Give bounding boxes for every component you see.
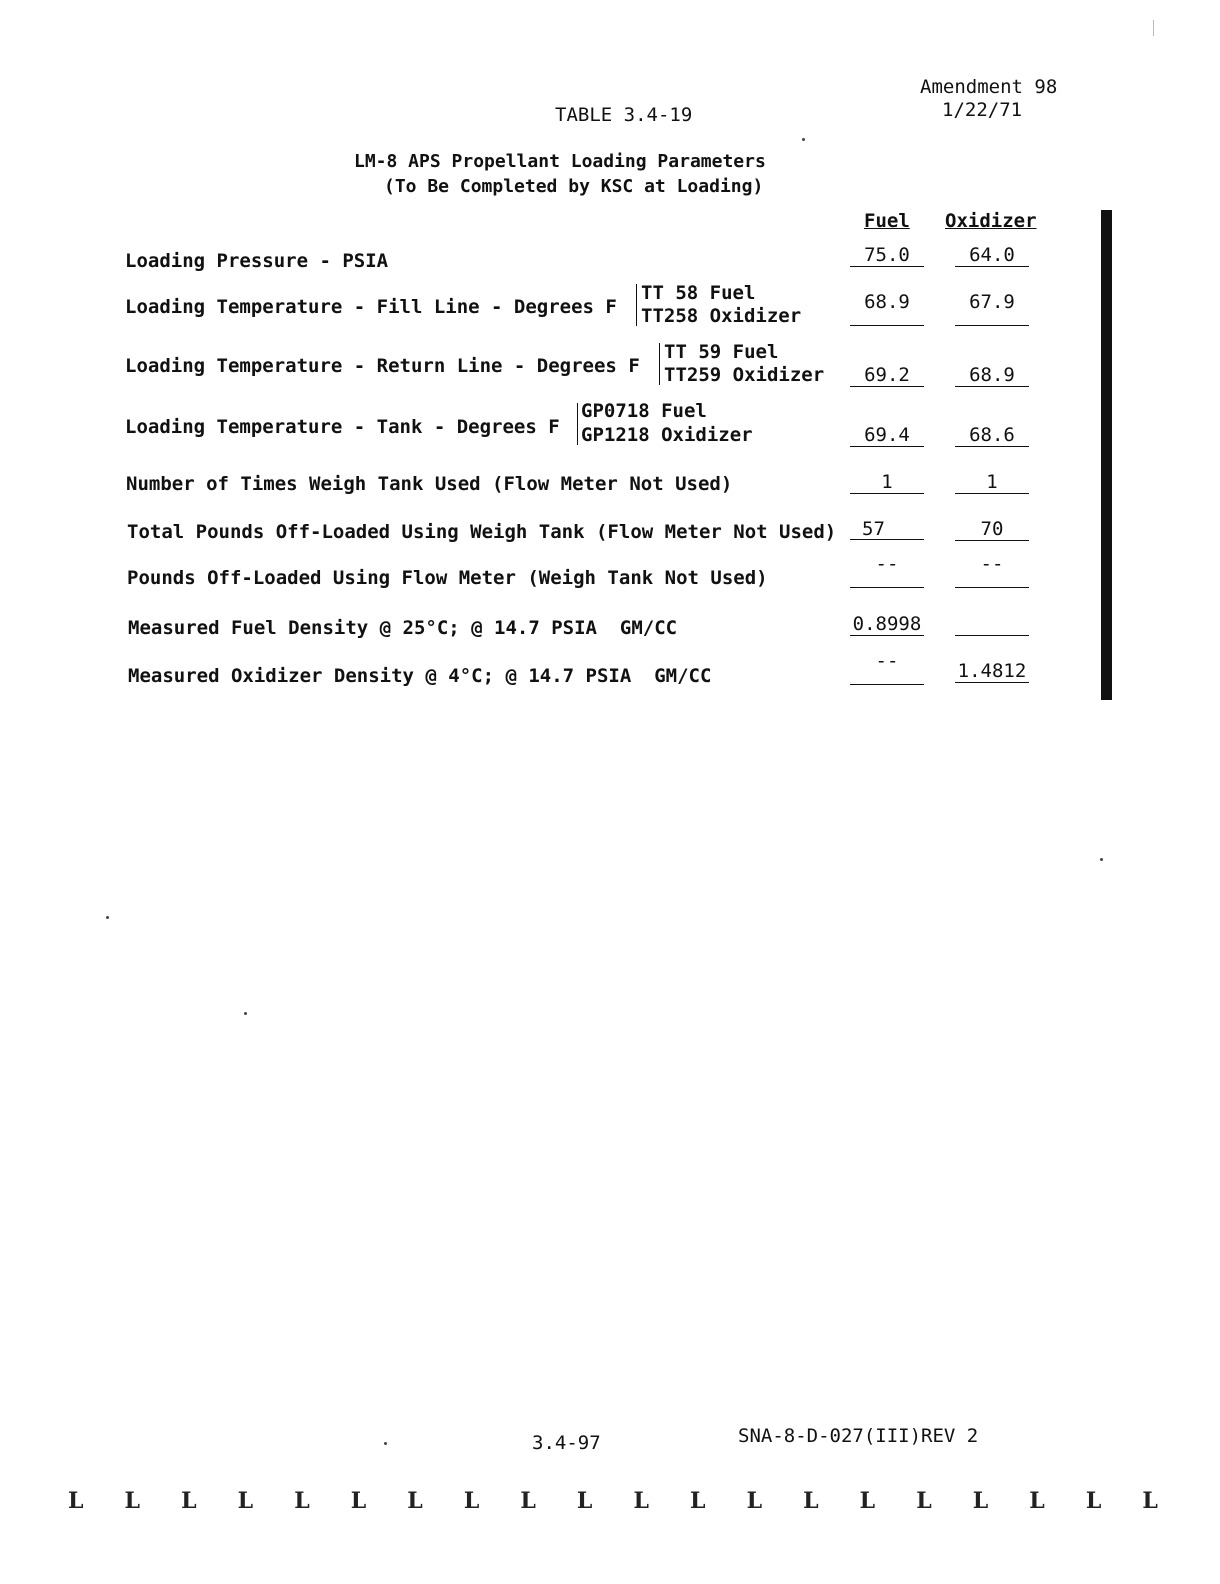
binding-mark: L [407, 1488, 423, 1514]
table-number: TABLE 3.4-19 [555, 104, 693, 126]
binding-mark: L [124, 1488, 141, 1514]
binding-mark: L [690, 1488, 706, 1514]
fuel-value-loading-pressure: 75.0 [850, 244, 924, 267]
binding-marks-row [68, 1486, 1158, 1516]
binding-mark: L [859, 1488, 876, 1514]
fuel-value-flow-meter-offloaded: -- [850, 553, 924, 588]
bracket [636, 284, 637, 326]
oxidizer-value-loading-pressure: 64.0 [955, 244, 1029, 267]
bracket [659, 343, 660, 385]
binding-mark: L [1085, 1488, 1102, 1514]
scan-speck [384, 1442, 387, 1445]
oxidizer-value-return-line-temp: 68.9 [955, 364, 1029, 387]
binding-mark: L [576, 1488, 593, 1514]
binding-mark: L [520, 1488, 536, 1514]
sensor-label-oxidizer: GP1218 Oxidizer [581, 424, 753, 446]
fuel-value-fill-line-temp: 68.9 [850, 291, 924, 326]
oxidizer-value-fuel-density [955, 613, 1029, 636]
amendment-label: Amendment 98 [920, 76, 1058, 98]
oxidizer-value-total-pounds-offloaded: 70 [955, 518, 1029, 541]
binding-mark: L [746, 1488, 763, 1514]
row-label-flow-meter-offloaded: Pounds Off-Loaded Using Flow Meter (Weigh Tank Not Used) [127, 567, 768, 589]
oxidizer-value-tank-temp: 68.6 [955, 424, 1029, 447]
fuel-value-oxidizer-density: -- [850, 650, 924, 685]
sensor-label-fuel: TT 59 Fuel [664, 341, 779, 363]
oxidizer-value-fill-line-temp: 67.9 [955, 291, 1029, 326]
fuel-value-tank-temp: 69.4 [850, 424, 924, 447]
binding-mark: L [350, 1488, 367, 1514]
binding-mark: L [1029, 1488, 1045, 1514]
sensor-label-fuel: TT 58 Fuel [641, 282, 756, 304]
binding-mark: L [68, 1488, 84, 1514]
binding-mark: L [972, 1488, 989, 1514]
binding-mark: L [1142, 1488, 1158, 1514]
row-label-total-pounds-offloaded: Total Pounds Off-Loaded Using Weigh Tank (Flow Meter Not Used) [127, 521, 837, 543]
row-label-weigh-tank-uses: Number of Times Weigh Tank Used (Flow Meter Not Used) [126, 473, 733, 495]
table-subtitle: (To Be Completed by KSC at Loading) [384, 176, 764, 197]
sensor-label-fuel: GP0718 Fuel [581, 400, 707, 422]
binding-mark: L [237, 1488, 254, 1514]
binding-mark: L [181, 1488, 197, 1514]
document-id: SNA-8-D-027(III)REV 2 [738, 1425, 979, 1447]
fuel-value-total-pounds-offloaded: 57 [850, 518, 924, 540]
row-label-fill-line-temp: Loading Temperature - Fill Line - Degrees F [125, 296, 617, 318]
amendment-date: 1/22/71 [942, 99, 1023, 121]
fuel-value-weigh-tank-uses: 1 [850, 471, 924, 494]
scan-mark [1153, 20, 1154, 36]
oxidizer-value-weigh-tank-uses: 1 [955, 471, 1029, 494]
row-label-oxidizer-density: Measured Oxidizer Density @ 4°C; @ 14.7 PSIA GM/CC [128, 665, 712, 687]
binding-mark: L [294, 1488, 310, 1514]
scan-speck [1100, 858, 1103, 861]
scan-speck [244, 1012, 247, 1015]
bracket [577, 403, 578, 445]
sensor-label-oxidizer: TT258 Oxidizer [641, 305, 802, 327]
binding-mark: L [803, 1488, 819, 1514]
binding-mark: L [633, 1488, 649, 1514]
fuel-value-return-line-temp: 69.2 [850, 364, 924, 387]
page-number: 3.4-97 [532, 1432, 601, 1454]
binding-mark: L [916, 1488, 932, 1514]
scan-speck [106, 916, 109, 919]
oxidizer-value-flow-meter-offloaded: -- [955, 553, 1029, 588]
oxidizer-value-oxidizer-density: 1.4812 [955, 660, 1029, 683]
column-header-oxidizer: Oxidizer [945, 210, 1037, 232]
table-title: LM-8 APS Propellant Loading Parameters [354, 151, 766, 172]
sensor-label-oxidizer: TT259 Oxidizer [664, 364, 825, 386]
row-label-return-line-temp: Loading Temperature - Return Line - Degrees F [125, 355, 640, 377]
row-label-tank-temp: Loading Temperature - Tank - Degrees F [125, 416, 560, 438]
binding-mark: L [463, 1488, 480, 1514]
revision-change-bar [1101, 210, 1112, 700]
column-header-fuel: Fuel [864, 210, 910, 232]
fuel-value-fuel-density: 0.8998 [850, 613, 924, 636]
scan-speck [802, 138, 805, 141]
row-label-loading-pressure: Loading Pressure - PSIA [125, 250, 389, 272]
row-label-fuel-density: Measured Fuel Density @ 25°C; @ 14.7 PSIA GM/CC [128, 617, 678, 639]
